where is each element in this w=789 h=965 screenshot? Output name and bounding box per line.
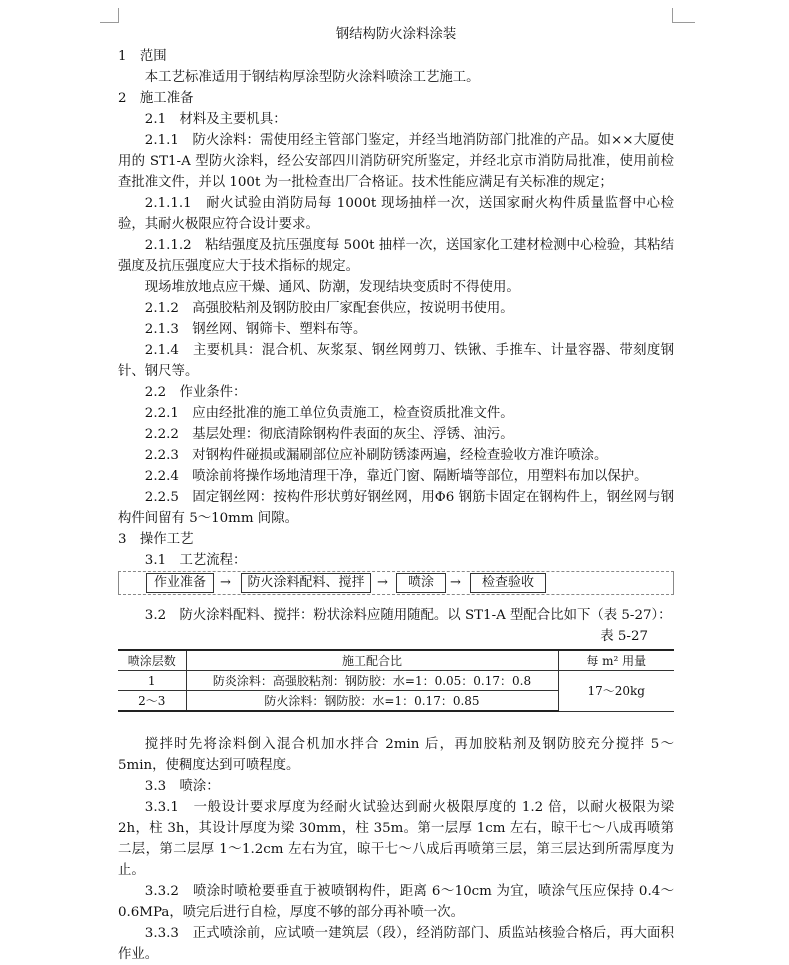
section-2-2-4: 2.2.4 喷涂前将操作场地清理干净，靠近门窗、隔断墙等部位，用塑料布加以保护。 — [144, 469, 648, 484]
section-3-3-2: 3.3.2 喷涂时喷枪要垂直于被喷钢构件，距离 6～10cm 为宜，喷涂气压应保持 0.4～0.6MPa，喷完后进行自检，厚度不够的部分再补喷一次。 — [118, 884, 674, 920]
section-2-2-1: 2.2.1 应由经批准的施工单位负责施工，检查资质批准文件。 — [144, 406, 514, 421]
section-3-3-1: 3.3.1 一般设计要求厚度为经耐火试验达到耐火极限厚度的 1.2 倍，以耐火极限为梁 2h，柱 3h，其设计厚度为梁 30mm，柱 35m。第一层厚 1cm 左右，晾干七～八成再喷第二层，第二层厚 1～1.2cm 左右为宜，晾干七～八成后再喷第三层，第三层达到所需厚度为止。 — [118, 800, 674, 878]
flow-step-spraying: 喷涂 — [396, 573, 446, 593]
section-3-2: 3.2 防火涂料配料、搅拌：粉状涂料应随用随配。以 ST1-A 型配合比如下（表 5-27）： — [144, 608, 672, 623]
section-3-1: 3.1 工艺流程： — [144, 553, 247, 568]
table-caption: 表 5-27 — [600, 629, 648, 644]
flow-step-prepare: 作业准备 — [146, 573, 214, 593]
table-header-layers: 喷涂层数 — [118, 650, 186, 671]
document-title: 钢结构防火涂料涂装 — [335, 27, 457, 42]
table-cell-ratio: 防炎涂料：高强胶粘剂：钢防胶：水=1：0.05：0.17：0.8 — [186, 671, 558, 691]
table-cell-usage: 17～20kg — [558, 671, 674, 712]
section-2-1: 2.1 材料及主要机具： — [144, 112, 287, 127]
storage-note: 现场堆放地点应干燥、通风、防潮，发现结块变质时不得使用。 — [144, 280, 520, 295]
section-2-1-1-1: 2.1.1.1 耐火试验由消防局每 1000t 现场抽样一次，送国家耐火构件质量监督中心检验，其耐火极限应符合设计要求。 — [118, 196, 674, 232]
section-1-text: 本工艺标准适用于钢结构厚涂型防火涂料喷涂工艺施工。 — [144, 70, 480, 85]
section-2-1-4: 2.1.4 主要机具：混合机、灰浆泵、钢丝网剪刀、铁锹、手推车、计量容器、带刻度钢针、钢尺等。 — [118, 343, 674, 379]
table-header-usage: 每 m² 用量 — [558, 650, 674, 671]
flow-arrow-icon: → — [220, 575, 231, 590]
table-cell-layers: 2～3 — [118, 691, 186, 712]
flow-step-mixing: 防火涂料配料、搅拌 — [241, 573, 371, 593]
section-2-2-3: 2.2.3 对钢构件碰损或漏刷部位应补刷防锈漆两遍，经检查验收方准许喷涂。 — [144, 448, 608, 463]
section-3-3-3: 3.3.3 正式喷涂前，应试喷一建筑层（段），经消防部门、质监站核验合格后，再大面积作业。 — [118, 926, 674, 962]
process-flow-diagram — [118, 571, 674, 595]
table-row — [118, 671, 674, 691]
section-2-2-5: 2.2.5 固定钢丝网：按构件形状剪好钢丝网，用Φ6 钢筋卡固定在钢构件上，钢丝网与钢构件间留有 5～10mm 间隙。 — [118, 490, 674, 526]
table-cell-ratio: 防火涂料：钢防胶：水=1：0.17：0.85 — [186, 691, 558, 712]
section-2-1-1-2: 2.1.1.2 粘结强度及抗压强度每 500t 抽样一次，送国家化工建材检测中心检验，其粘结强度及抗压强度应大于技术指标的规定。 — [118, 238, 674, 274]
crop-mark-top-right — [672, 8, 695, 23]
section-2-2-2: 2.2.2 基层处理：彻底清除钢构件表面的灰尘、浮锈、油污。 — [144, 427, 514, 442]
section-2-heading: 2 施工准备 — [118, 91, 194, 106]
section-2-1-3: 2.1.3 钢丝网、钢筛卡、塑料布等。 — [144, 322, 367, 337]
flow-step-inspection: 检查验收 — [470, 573, 546, 593]
section-2-1-2: 2.1.2 高强胶粘剂及钢防胶由厂家配套供应，按说明书使用。 — [144, 301, 514, 316]
section-3-3: 3.3 喷涂： — [144, 779, 220, 794]
table-header-row — [118, 650, 674, 671]
crop-mark-top-left — [100, 8, 119, 23]
flow-arrow-icon: → — [450, 575, 461, 590]
mixing-instructions: 搅拌时先将涂料倒入混合机加水拌合 2min 后，再加胶粘剂及钢防胶充分搅拌 5～5min，使稠度达到可喷程度。 — [118, 737, 674, 773]
table-cell-layers: 1 — [118, 671, 186, 691]
section-2-2: 2.2 作业条件： — [144, 385, 247, 400]
mix-ratio-table — [118, 649, 674, 712]
table-header-ratio: 施工配合比 — [186, 650, 558, 671]
document-body — [118, 24, 674, 965]
section-2-1-1: 2.1.1 防火涂料：需使用经主管部门鉴定，并经当地消防部门批准的产品。如××大厦使用的 ST1-A 型防火涂料，经公安部四川消防研究所鉴定，并经北京市消防局批准，使用前检查批准文件，并以 100t 为一批检查出厂合格证。技术性能应满足有关标准的规定； — [118, 133, 674, 190]
flow-arrow-icon: → — [377, 575, 388, 590]
section-3-heading: 3 操作工艺 — [118, 532, 194, 547]
section-1-heading: 1 范围 — [118, 49, 167, 64]
